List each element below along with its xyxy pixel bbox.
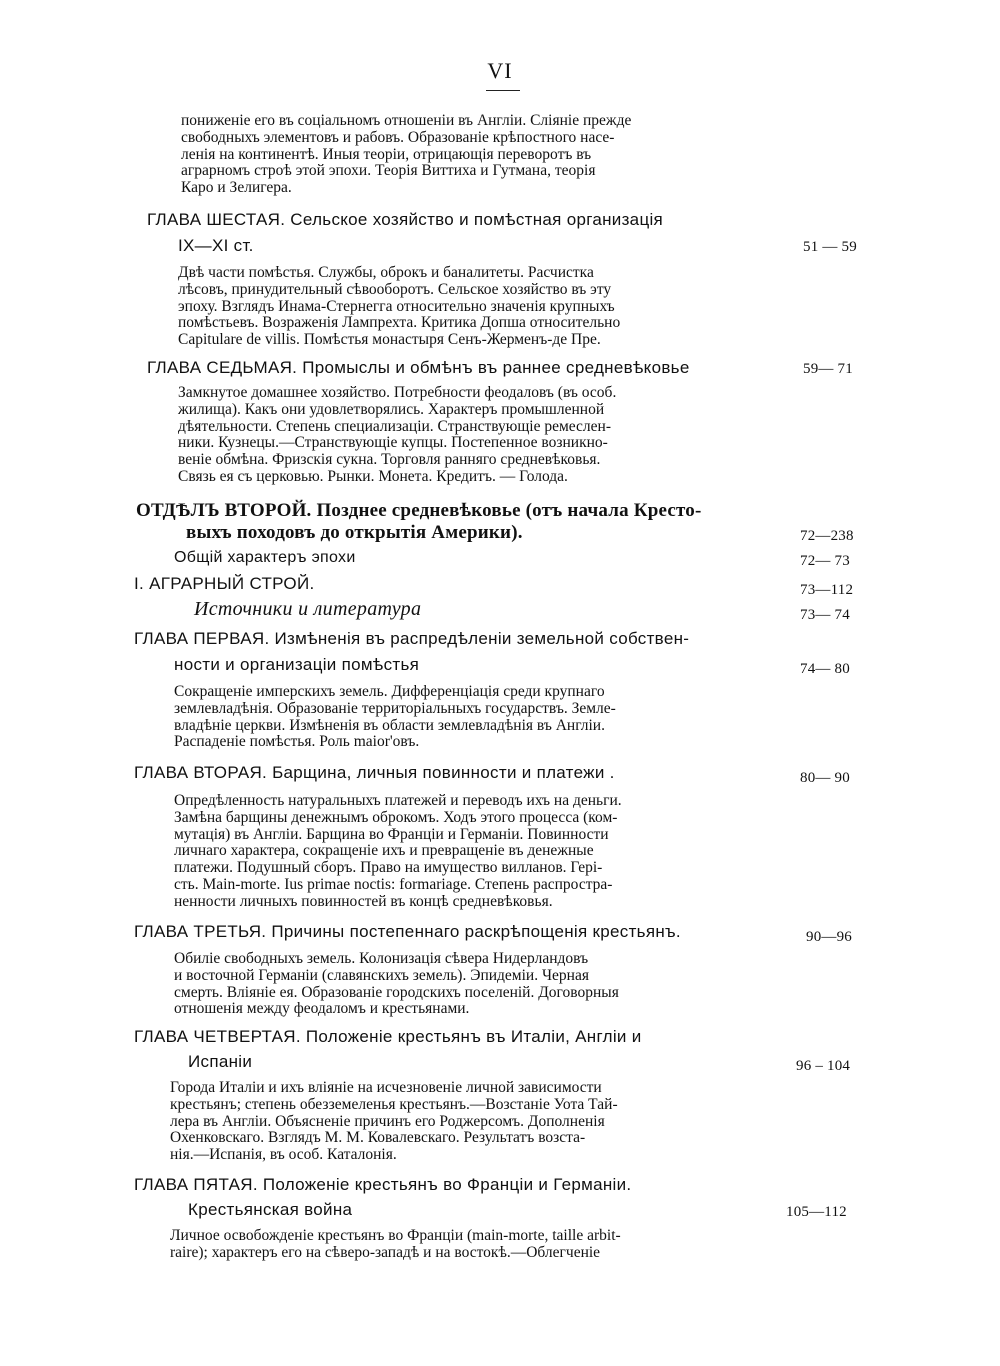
section-2-pages: 72—238 bbox=[800, 528, 854, 544]
text-line: Города Италіи и ихъ вліяніе на исчезновеніе личной зависимости bbox=[170, 1079, 602, 1096]
chapter-7-pages: 59— 71 bbox=[803, 361, 853, 377]
text-line: ники. Кузнецы.—Странствующіе купцы. Постепенное возникно- bbox=[178, 434, 608, 452]
paragraph-chapter-2 bbox=[174, 793, 778, 911]
chapter-2-pages: 80— 90 bbox=[800, 770, 850, 786]
text-line: Связь ея съ церковью. Рынки. Монета. Кредитъ. — Голода. bbox=[178, 467, 568, 485]
text-line: владѣніе церкви. Измѣненія въ области землевладѣнія въ Англіи. bbox=[174, 716, 605, 734]
text-line: пониженіе его въ соціальномъ отношеніи въ Англіи. Сліяніе прежде bbox=[181, 112, 632, 129]
text-line: ленія на континентѣ. Иныя теоріи, отрицающія переворотъ въ bbox=[181, 145, 592, 163]
text-line: свободныхъ элементовъ и рабовъ. Образованіе крѣпостного насе- bbox=[181, 128, 615, 146]
text-line: лера въ Англіи. Объясненіе причинъ его Роджерсомъ. Дополненія bbox=[170, 1112, 605, 1130]
chapter-1-title-line2: ности и организаціи помѣстья bbox=[174, 655, 420, 674]
chapter-7-title: ГЛАВА СЕДЬМАЯ. Промыслы и обмѣнъ въ раннее средневѣковье bbox=[147, 358, 690, 377]
text-line: Распаденіе помѣстья. Роль maior'овъ. bbox=[174, 733, 420, 751]
paragraph-chapter-6 bbox=[178, 265, 780, 349]
text-line: ненности личныхъ повинностей въ концѣ средневѣковья. bbox=[174, 892, 553, 910]
agrarian-system-title: I. АГРАРНЫЙ СТРОЙ. bbox=[134, 574, 315, 593]
paragraph-chapter-5 bbox=[170, 1228, 774, 1262]
sources-title: Источники и литература bbox=[194, 598, 422, 620]
text-line: крестьянъ; степень обезземеленья крестьянъ.—Возстаніе Уота Тай- bbox=[170, 1095, 618, 1113]
text-line: Каро и Зелигера. bbox=[181, 179, 292, 197]
text-line: эпоху. Взглядъ Инама-Стернегга относительно значенія крупныхъ bbox=[178, 297, 615, 315]
text-line: Охенковскаго. Взглядъ М. М. Ковалевскаго. Результатъ возста- bbox=[170, 1129, 586, 1147]
text-line: raire); характеръ его на сѣверо-западѣ и на востокѣ.—Облегченіе bbox=[170, 1243, 601, 1261]
paragraph-chapter-4 bbox=[170, 1080, 774, 1164]
text-line: Обиліе свободныхъ земель. Колонизація сѣвера Нидерландовъ bbox=[174, 950, 589, 967]
text-line: лѣсовъ, принудительный сѣвооборотъ. Сельское хозяйство въ эту bbox=[178, 280, 612, 298]
text-line: дѣятельности. Степень специализаціи. Странствующіе ремеслен- bbox=[178, 417, 612, 435]
text-line: мутація) въ Англіи. Барщина во Франціи и Германіи. Повинности bbox=[174, 825, 609, 843]
agrarian-system-pages: 73—112 bbox=[800, 582, 854, 598]
text-line: землевладѣнія. Образованіе территоріальныхъ государствъ. Земле- bbox=[174, 699, 616, 717]
text-line: жилища). Какъ они удовлетворялись. Характеръ промышленной bbox=[178, 400, 605, 418]
text-line: нія.—Испанія, въ особ. Каталонія. bbox=[170, 1146, 397, 1164]
paragraph-chapter-3 bbox=[174, 951, 774, 1018]
chapter-4-pages: 96 – 104 bbox=[796, 1058, 851, 1074]
chapter-3-title: ГЛАВА ТРЕТЬЯ. Причины постепеннаго раскрѣпощенія крестьянъ. bbox=[134, 922, 681, 941]
chapter-6-title-line2: IX—XI ст. bbox=[178, 236, 254, 255]
paragraph-chapter-1 bbox=[174, 684, 778, 751]
text-line: аграрномъ строѣ этой эпохи. Теорія Виттиха и Гутмана, теорія bbox=[181, 162, 596, 180]
chapter-5-pages: 105—112 bbox=[786, 1204, 847, 1220]
chapter-5-title-line1: ГЛАВА ПЯТАЯ. Положеніе крестьянъ во Франціи и Германіи. bbox=[134, 1175, 632, 1194]
chapter-1-pages: 74— 80 bbox=[800, 661, 850, 677]
chapter-2-title: ГЛАВА ВТОРАЯ. Барщина, личныя повинности и платежи . bbox=[134, 763, 615, 782]
paragraph-intro bbox=[181, 113, 779, 197]
paragraph-chapter-7 bbox=[178, 385, 780, 486]
text-line: сть. Main-morte. Ius primae noctis: formariage. Степень распростра- bbox=[174, 875, 613, 893]
chapter-4-title-line2: Испаніи bbox=[188, 1052, 253, 1071]
sources-pages: 73— 74 bbox=[800, 607, 850, 623]
section-2-title-line2: выхъ походовъ до открытія Америки). bbox=[186, 522, 523, 543]
text-line: платежи. Подушный сборъ. Право на имущество вилланов. Гері- bbox=[174, 859, 603, 877]
general-character-title: Общій характеръ эпохи bbox=[174, 549, 356, 566]
text-line: личнаго характера, сокращеніе ихъ и превращеніе въ денежные bbox=[174, 842, 594, 860]
chapter-1-title-line1: ГЛАВА ПЕРВАЯ. Измѣненія въ распредѣленіи земельной собствен- bbox=[134, 629, 690, 648]
text-line: Личное освобожденіе крестьянъ во Франціи (main-morte, taille arbit- bbox=[170, 1227, 621, 1244]
text-line: Замкнутое домашнее хозяйство. Потребности феодаловъ (въ особ. bbox=[178, 384, 617, 401]
chapter-3-pages: 90—96 bbox=[806, 929, 852, 945]
page-number: VI bbox=[487, 58, 513, 83]
text-line: веніе обмѣна. Фризскія сукна. Торговля ранняго средневѣковья. bbox=[178, 451, 601, 469]
chapter-6-title-line1: ГЛАВА ШЕСТАЯ. Сельское хозяйство и помѣстная организація bbox=[147, 210, 664, 229]
text-line: Сокращеніе имперскихъ земель. Дифференціація среди крупнаго bbox=[174, 683, 605, 700]
page-number-rule bbox=[486, 90, 520, 91]
text-line: Опредѣленность натуральныхъ платежей и переводъ ихъ на деньги. bbox=[174, 792, 622, 809]
chapter-5-title-line2: Крестьянская война bbox=[188, 1200, 353, 1219]
text-line: Двѣ части помѣстья. Службы, оброкъ и баналитеты. Расчистка bbox=[178, 264, 594, 281]
section-2-title-line1: ОТДѢЛЪ ВТОРОЙ. Позднее средневѣковье (отъ начала Кресто- bbox=[136, 500, 702, 521]
text-line: Capitulare de villis. Помѣстья монастыря Сенъ-Жерменъ-де Пре. bbox=[178, 331, 601, 349]
general-character-pages: 72— 73 bbox=[800, 553, 850, 569]
chapter-4-title-line1: ГЛАВА ЧЕТВЕРТАЯ. Положеніе крестьянъ въ Италіи, Англіи и bbox=[134, 1027, 642, 1046]
text-line: Замѣна барщины денежнымъ оброкомъ. Ходъ этого процесса (ком- bbox=[174, 808, 618, 826]
text-line: и восточной Германіи (славянскихъ земель). Эпидеміи. Черная bbox=[174, 966, 589, 984]
text-line: отношенія между феодаломъ и крестьянами. bbox=[174, 1000, 470, 1018]
text-line: помѣстьевъ. Возраженія Лампрехта. Критика Допша относительно bbox=[178, 314, 621, 332]
chapter-6-pages: 51 — 59 bbox=[803, 239, 857, 255]
text-line: смерть. Вліяніе ея. Образованіе городскихъ поселеній. Договорныя bbox=[174, 983, 619, 1001]
